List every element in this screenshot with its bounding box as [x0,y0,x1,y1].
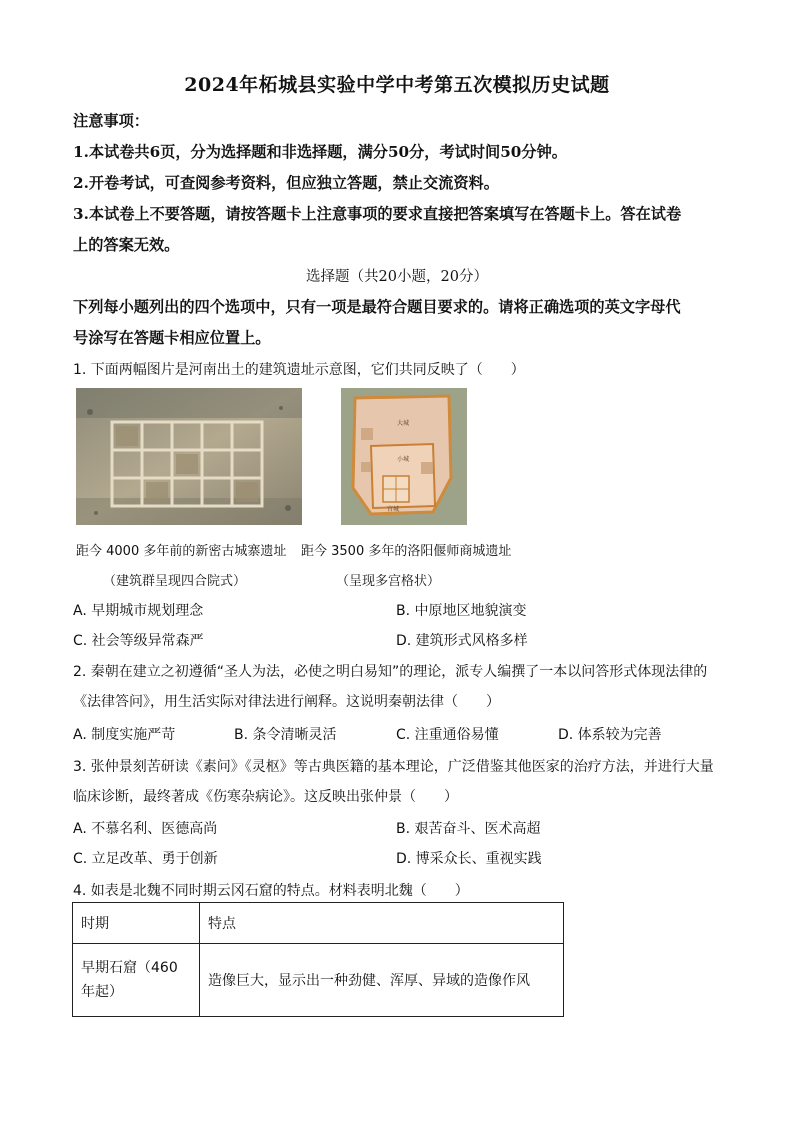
q1-option-d: D. 建筑形式风格多样 [396,633,528,649]
image2-caption: 距今 3500 多年的洛阳偃师商城遗址 [301,544,512,559]
q2-stem-2: 《法律答问》，用生活实际对律法进行阐释。这说明秦朝法律（ ） [73,694,500,710]
notice-item-3-cont: 上的答案无效。 [73,236,180,254]
q2-option-b: B. 条令清晰灵活 [234,727,337,743]
section-heading: 选择题（共20小题，20分） [306,269,488,285]
notice-item-2: 2.开卷考试，可查阅参考资料，但应独立答题，禁止交流资料。 [73,174,499,192]
q3-option-a: A. 不慕名利、医德高尚 [73,821,218,837]
yanshi-site-map [341,388,467,525]
notice-item-1: 1.本试卷共6页，分为选择题和非选择题，满分50分，考试时间50分钟。 [73,143,567,161]
table-cell-period: 早期石窟（460年起） [73,944,200,1017]
image1-subcaption: （建筑群呈现四合院式） [103,574,247,589]
q1-option-b: B. 中原地区地貌演变 [396,603,527,619]
q3-stem-1: 3. 张仲景刻苦研读《素问》《灵枢》等古典医籍的基本理论，广泛借鉴其他医家的治疗方法，并进行大量 [73,759,714,775]
xinmi-site-photo [76,388,302,525]
image1-caption: 距今 4000 多年前的新密古城寨遗址 [76,544,287,559]
q1-stem: 1. 下面两幅图片是河南出土的建筑遗址示意图，它们共同反映了（ ） [73,362,525,378]
q2-stem-1: 2. 秦朝在建立之初遵循“圣人为法，必使之明白易知”的理论，派专人编撰了一本以问答形式体现法律的 [73,664,708,680]
map-label-big-city: 大城 [397,420,410,427]
q1-option-a: A. 早期城市规划理念 [73,603,204,619]
table-cell-features: 造像巨大，显示出一种劲健、浑厚、异域的造像作风 [200,944,564,1017]
section-instruction-1: 下列每小题列出的四个选项中，只有一项是最符合题目要求的。请将正确选项的英文字母代 [73,298,681,316]
q1-option-c: C. 社会等级异常森严 [73,633,204,649]
q3-stem-2: 临床诊断，最终著成《伤寒杂病论》。这反映出张仲景（ ） [73,789,458,805]
q4-table [72,902,564,1017]
q2-option-c: C. 注重通俗易懂 [396,727,499,743]
q4-stem: 4. 如表是北魏不同时期云冈石窟的特点。材料表明北魏（ ） [73,883,469,899]
table-row [73,944,564,1017]
q3-option-b: B. 艰苦奋斗、医术高超 [396,821,541,837]
map-label-small-city: 小城 [397,456,410,463]
q2-option-d: D. 体系较为完善 [558,727,662,743]
notice-item-3: 3.本试卷上不要答题，请按答题卡上注意事项的要求直接把答案填写在答题卡上。答在试卷 [73,205,682,223]
q3-option-c: C. 立足改革、勇于创新 [73,851,218,867]
table-header-period: 时期 [73,903,200,944]
notice-heading: 注意事项： [73,112,149,130]
q2-option-a: A. 制度实施严苛 [73,727,176,743]
map-label-palace: 宫城 [387,506,400,513]
q3-option-d: D. 博采众长、重视实践 [396,851,542,867]
page-title: 2024年柘城县实验中学中考第五次模拟历史试题 [184,74,610,96]
image2-subcaption: （呈现多宫格状） [336,574,441,589]
table-header-features: 特点 [200,903,564,944]
section-instruction-2: 号涂写在答题卡相应位置上。 [73,329,271,347]
table-header-row [73,903,564,944]
